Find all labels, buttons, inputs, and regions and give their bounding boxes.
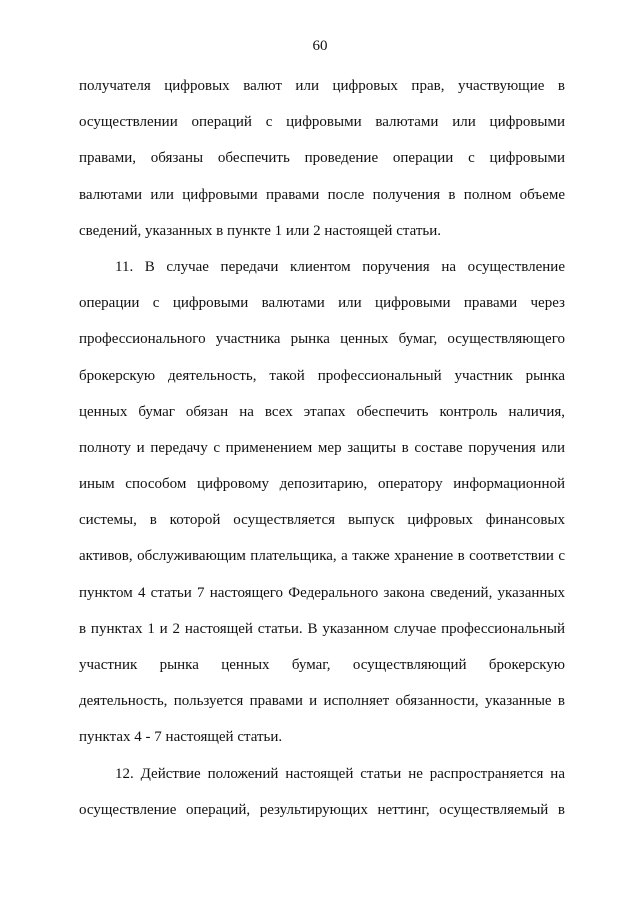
text-line: 12. Действие положений настоящей статьи не распространяется на [115, 765, 565, 782]
text-line: осуществление операций, результирующих неттинг, осуществляемый в [79, 801, 565, 818]
text-line: операции с цифровыми валютами или цифровыми правами через [79, 295, 565, 312]
text-line: брокерскую деятельность, такой профессиональный участник рынка [79, 367, 565, 384]
page-number: 60 [312, 38, 328, 54]
paragraph-12 [79, 756, 565, 828]
text-line: 11. В случае передачи клиентом поручения на осуществление [115, 258, 565, 275]
text-line: ценных бумаг обязан на всех этапах обеспечить контроль наличия, [79, 403, 565, 420]
paragraph-11 [79, 249, 565, 756]
text-line: полноту и передачу с применением мер защиты в составе поручения или [79, 439, 565, 456]
text-line: иным способом цифровому депозитарию, оператору информационной [79, 476, 565, 493]
text-line: деятельность, пользуется правами и исполняет обязанности, указанные в [79, 693, 565, 710]
text-line: активов, обслуживающим плательщика, а также хранение в соответствии с [79, 548, 565, 565]
text-line: системы, в которой осуществляется выпуск цифровых финансовых [79, 512, 565, 529]
text-line: получателя цифровых валют или цифровых прав, участвующие в [79, 78, 565, 94]
text-line: сведений, указанных в пункте 1 или 2 настоящей статьи. [79, 222, 442, 239]
text-line: профессионального участника рынка ценных бумаг, осуществляющего [79, 331, 565, 348]
text-line: валютами или цифровыми правами после получения в полном объеме [79, 186, 565, 203]
text-line: в пунктах 1 и 2 настоящей статьи. В указанном случае профессиональный [79, 620, 565, 637]
document-body [79, 68, 565, 828]
text-line: осуществлении операций с цифровыми валютами или цифровыми [79, 114, 565, 131]
text-line: правами, обязаны обеспечить проведение операции с цифровыми [79, 150, 565, 167]
text-line: пунктом 4 статьи 7 настоящего Федерального закона сведений, указанных [79, 584, 565, 601]
text-line: пунктах 4 - 7 настоящей статьи. [79, 729, 283, 746]
text-line: участник рынка ценных бумаг, осуществляющий брокерскую [79, 657, 565, 673]
paragraph-continued [79, 68, 565, 249]
